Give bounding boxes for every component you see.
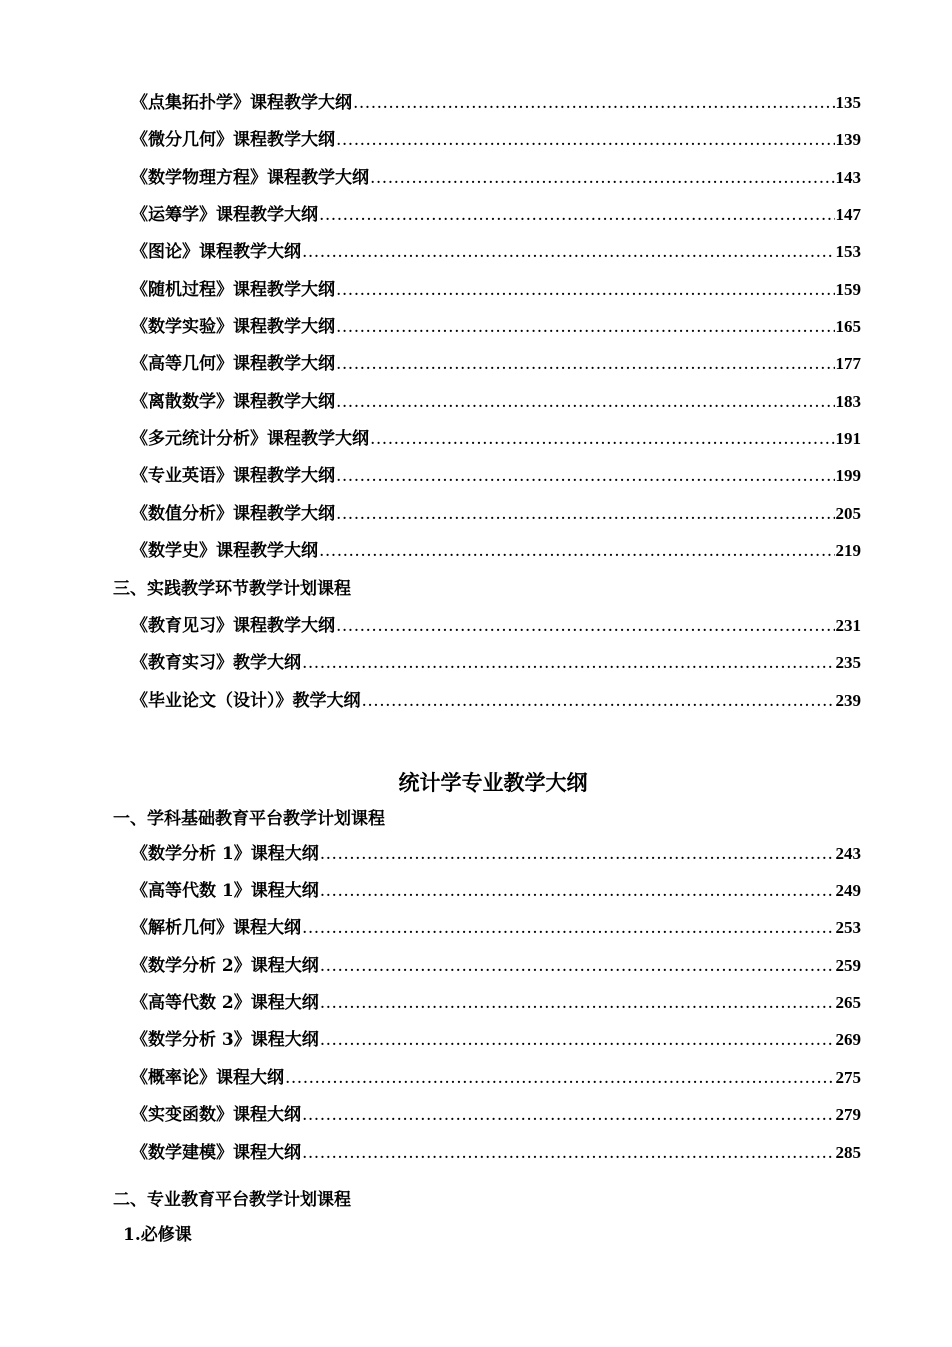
dot-leader — [362, 690, 835, 712]
toc-entry[interactable] — [131, 615, 861, 637]
toc-entry[interactable] — [131, 540, 861, 562]
toc-entry[interactable] — [131, 465, 861, 487]
toc-entry[interactable] — [131, 391, 861, 413]
entry-title: 《教育见习》课程教学大纲 — [131, 616, 335, 636]
toc-entry[interactable] — [131, 279, 861, 301]
required-subheading: 1.必修课 — [123, 1225, 192, 1245]
dot-leader — [336, 129, 835, 151]
entry-title: 《专业英语》课程教学大纲 — [131, 466, 335, 486]
page-number: 239 — [835, 691, 861, 710]
entry-title: 《多元统计分析》课程教学大纲 — [131, 429, 369, 449]
toc-entry[interactable] — [131, 92, 861, 114]
dot-leader — [319, 204, 835, 226]
entry-title: 《毕业论文（设计）》教学大纲 — [131, 691, 361, 711]
toc-entry[interactable] — [131, 1029, 861, 1051]
entry-title: 《微分几何》课程教学大纲 — [131, 130, 335, 150]
toc-entry[interactable] — [131, 1104, 861, 1126]
toc-entry[interactable] — [131, 204, 861, 226]
entry-title: 《数值分析》课程教学大纲 — [131, 504, 335, 524]
toc-entry[interactable] — [131, 129, 861, 151]
toc-entry[interactable] — [131, 241, 861, 263]
practice-heading: 三、实践教学环节教学计划课程 — [113, 579, 351, 599]
entry-title: 《随机过程》课程教学大纲 — [131, 280, 335, 300]
entry-title: 《运筹学》课程教学大纲 — [131, 205, 318, 225]
dot-leader — [320, 843, 835, 865]
page-number: 259 — [835, 956, 861, 975]
entry-title: 《数学分析 3》课程大纲 — [131, 1030, 319, 1050]
toc-entry[interactable] — [131, 955, 861, 977]
dot-leader — [302, 917, 835, 939]
toc-entry[interactable] — [131, 992, 861, 1014]
toc-entry[interactable] — [131, 316, 861, 338]
page-number: 153 — [835, 242, 861, 261]
toc-entry[interactable] — [131, 880, 861, 902]
dot-leader — [320, 880, 835, 902]
dot-leader — [336, 503, 835, 525]
entry-title: 《图论》课程教学大纲 — [131, 242, 301, 262]
entry-title: 《数学物理方程》课程教学大纲 — [131, 168, 369, 188]
entry-title: 《解析几何》课程大纲 — [131, 918, 301, 938]
toc-entry[interactable] — [131, 503, 861, 525]
entry-title: 《数学史》课程教学大纲 — [131, 541, 318, 561]
entry-title: 《数学实验》课程教学大纲 — [131, 317, 335, 337]
page-number: 177 — [835, 354, 861, 373]
page-number: 165 — [835, 317, 861, 336]
page-number: 205 — [835, 504, 861, 523]
page-number: 243 — [835, 844, 861, 863]
page-number: 275 — [835, 1068, 861, 1087]
page-number: 265 — [835, 993, 861, 1012]
dot-leader — [336, 353, 835, 375]
dot-leader — [320, 992, 835, 1014]
toc-entry[interactable] — [131, 167, 861, 189]
toc-entry[interactable] — [131, 353, 861, 375]
entry-title: 《数学分析 2》课程大纲 — [131, 956, 319, 976]
dot-leader — [336, 316, 835, 338]
dot-leader — [336, 615, 835, 637]
toc-entry[interactable] — [131, 428, 861, 450]
foundation-heading: 一、学科基础教育平台教学计划课程 — [113, 809, 385, 829]
entry-title: 《教育实习》教学大纲 — [131, 653, 301, 673]
toc-entry[interactable] — [131, 652, 861, 674]
entry-title: 《离散数学》课程教学大纲 — [131, 392, 335, 412]
page-number: 139 — [835, 130, 861, 149]
dot-leader — [370, 428, 835, 450]
dot-leader — [320, 955, 835, 977]
entry-title: 《高等几何》课程教学大纲 — [131, 354, 335, 374]
dot-leader — [302, 1142, 835, 1164]
dot-leader — [370, 167, 835, 189]
page-number: 159 — [835, 280, 861, 299]
page-number: 269 — [835, 1030, 861, 1049]
toc-entry[interactable] — [131, 1067, 861, 1089]
entry-title: 《高等代数 1》课程大纲 — [131, 881, 319, 901]
toc-entry[interactable] — [131, 690, 861, 712]
page-number: 253 — [835, 918, 861, 937]
entry-title: 《实变函数》课程大纲 — [131, 1105, 301, 1125]
dot-leader — [302, 241, 835, 263]
page-number: 285 — [835, 1143, 861, 1162]
entry-title: 《高等代数 2》课程大纲 — [131, 993, 319, 1013]
dot-leader — [353, 92, 835, 114]
dot-leader — [336, 391, 835, 413]
dot-leader — [302, 1104, 835, 1126]
toc-entry[interactable] — [131, 1142, 861, 1164]
page-number: 231 — [835, 616, 861, 635]
dot-leader — [319, 540, 835, 562]
page-number: 279 — [835, 1105, 861, 1124]
dot-leader — [302, 652, 835, 674]
page-number: 235 — [835, 653, 861, 672]
entry-title: 《数学建模》课程大纲 — [131, 1143, 301, 1163]
page-number: 143 — [835, 168, 861, 187]
entry-title: 《点集拓扑学》课程教学大纲 — [131, 93, 352, 113]
dot-leader — [336, 279, 835, 301]
dot-leader — [285, 1067, 835, 1089]
page-number: 183 — [835, 392, 861, 411]
page-number: 249 — [835, 881, 861, 900]
page-number: 191 — [835, 429, 861, 448]
section-title: 统计学专业教学大纲 — [398, 770, 588, 795]
toc-entry[interactable] — [131, 843, 861, 865]
dot-leader — [320, 1029, 835, 1051]
dot-leader — [336, 465, 835, 487]
professional-heading: 二、专业教育平台教学计划课程 — [113, 1190, 351, 1210]
page-number: 135 — [835, 93, 861, 112]
page-number: 199 — [835, 466, 861, 485]
toc-entry[interactable] — [131, 917, 861, 939]
entry-title: 《数学分析 1》课程大纲 — [131, 844, 319, 864]
page-number: 219 — [835, 541, 861, 560]
entry-title: 《概率论》课程大纲 — [131, 1068, 284, 1088]
page-number: 147 — [835, 205, 861, 224]
